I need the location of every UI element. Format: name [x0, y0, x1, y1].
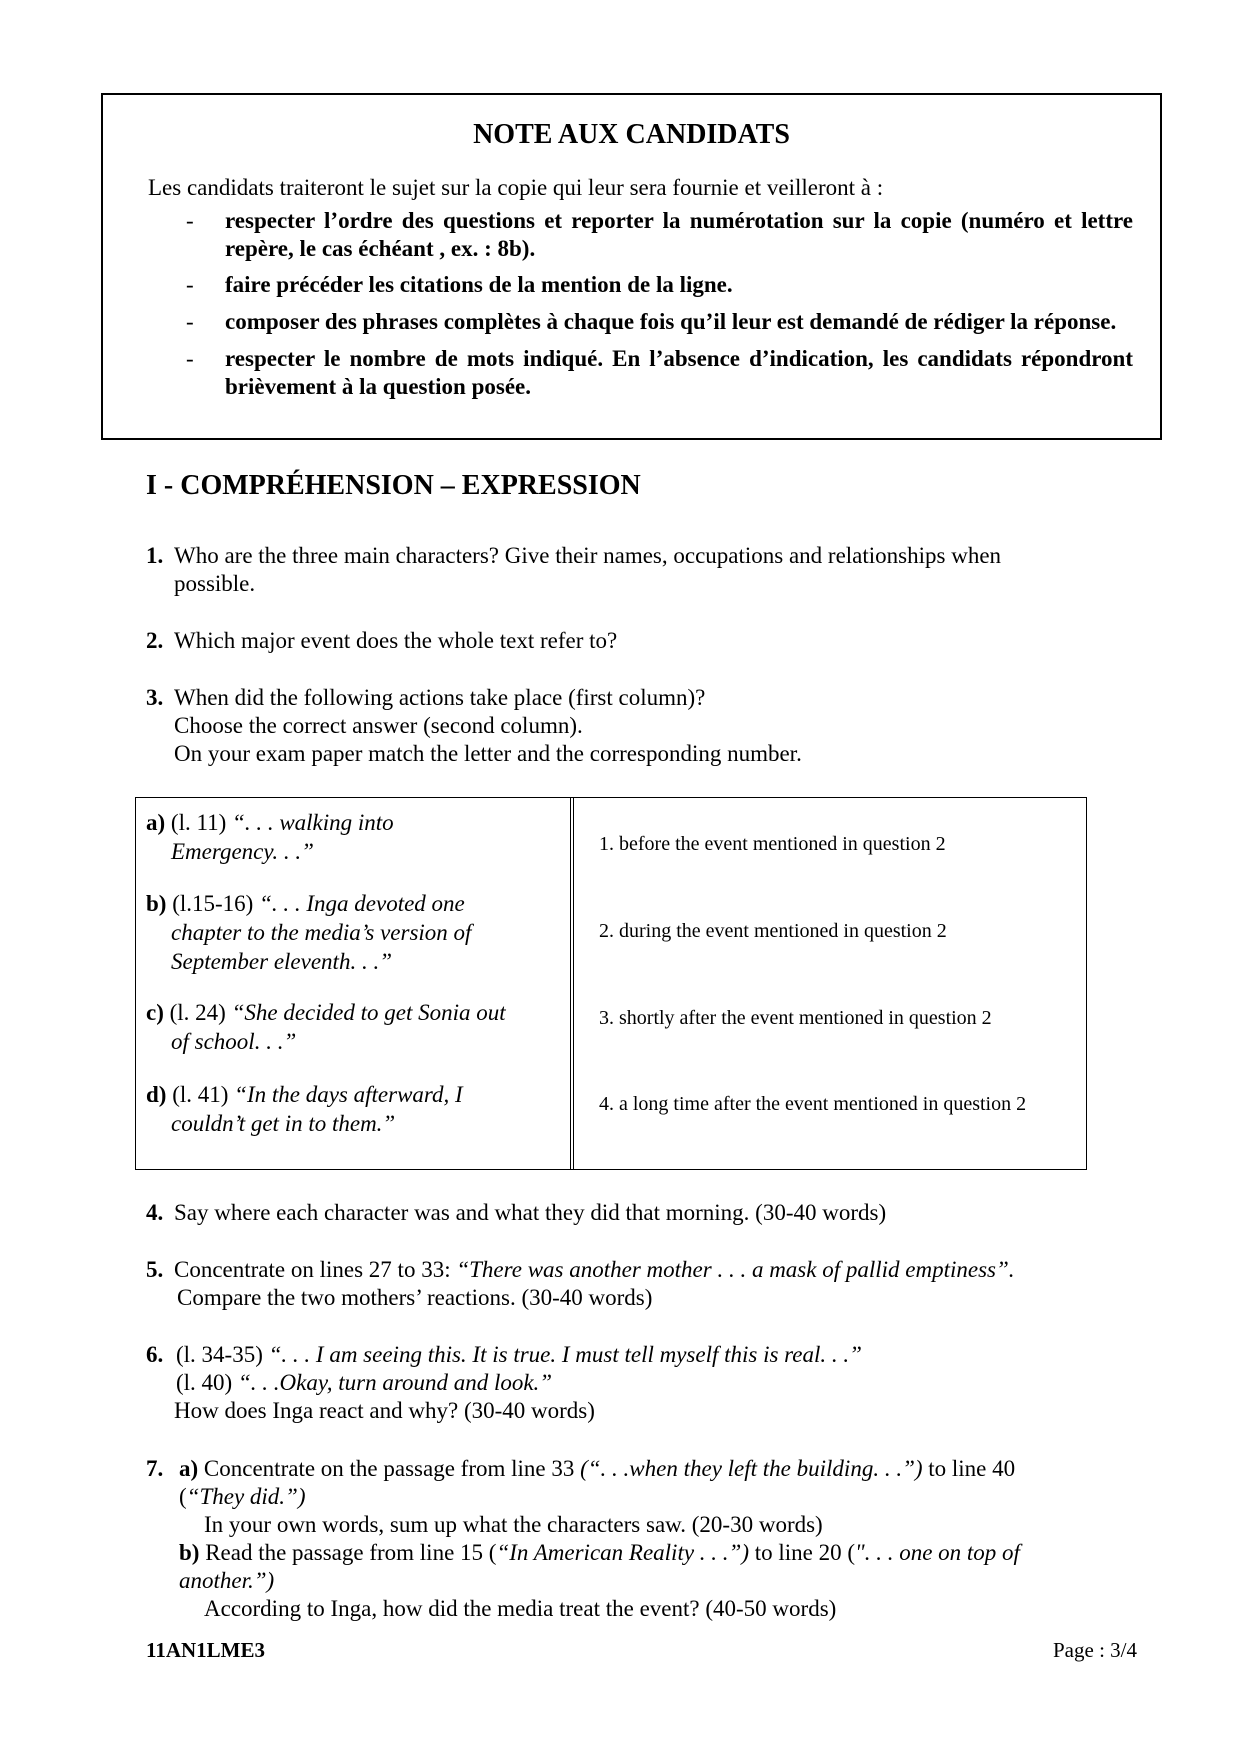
question-7: 7. a) Concentrate on the passage from line 33 (“. . .when they left the building. . .”) to line 40 (“They did.”) In your own words, sum up what the characters saw. (20-30 words) b) Read the passage from line 15 (“In American Reality . . .”) to line 20 (". . . one on top of another.”) According to Inga, how did the media treat the event? (40-50 words): [146, 1456, 1020, 1621]
note-item: - respecter l’ordre des questions et reporter la numérotation sur la copie (numéro et lettre repère, le cas échéant , ex. : 8b).: [186, 208, 1133, 261]
question-number: 1.: [146, 543, 164, 568]
question-text: Which major event does the whole text refer to?: [174, 628, 618, 653]
table-divider: [570, 798, 574, 1169]
question-1: [146, 542, 1001, 598]
question-number: 5.: [146, 1257, 164, 1282]
document-code: 11AN1LME3: [146, 1638, 266, 1662]
note-item: - respecter le nombre de mots indiqué. En l’absence d’indication, les candidats répondront brièvement à la question posée.: [186, 346, 1133, 399]
question-text: On your exam paper match the letter and the corresponding number.: [174, 741, 802, 766]
question-3: [146, 684, 802, 768]
quote: “There was another mother . . . a mask of pallid emptiness”.: [456, 1257, 1015, 1282]
question-text: possible.: [174, 571, 256, 596]
table-left-item: c) (l. 24) “She decided to get Sonia out of school. . .”: [146, 1000, 506, 1054]
question-number: 6.: [146, 1342, 164, 1367]
table-left-item: b) (l.15-16) “. . . Inga devoted one chapter to the media’s version of September eleventh. . .”: [146, 891, 472, 974]
question-6: [146, 1341, 862, 1425]
question-text: How does Inga react and why? (30-40 words): [174, 1398, 595, 1423]
sub-question-label: b): [179, 1540, 200, 1565]
quote: “. . .Okay, turn around and look.”: [237, 1370, 553, 1395]
line-ref: (l. 34-35): [176, 1342, 269, 1367]
question-4: [146, 1199, 886, 1227]
note-intro: Les candidats traiteront le sujet sur la copie qui leur sera fournie et veilleront à :: [148, 175, 884, 200]
matching-table: [135, 797, 1087, 1170]
table-left-item: d) (l. 41) “In the days afterward, I couldn’t get in to them.”: [146, 1082, 463, 1136]
question-text: Concentrate on lines 27 to 33:: [174, 1257, 457, 1282]
sub-question-label: a): [179, 1456, 199, 1481]
question-5: [146, 1256, 1015, 1312]
table-right-item: 2. during the event mentioned in question 2: [599, 920, 947, 942]
note-box: [101, 93, 1162, 440]
line-ref: (l. 40): [176, 1370, 238, 1395]
question-text: In your own words, sum up what the characters saw. (20-30 words): [204, 1512, 823, 1537]
table-right-item: 3. shortly after the event mentioned in question 2: [599, 1007, 992, 1029]
table-right-item: 1. before the event mentioned in question 2: [599, 833, 946, 855]
question-text: Compare the two mothers’ reactions. (30-40 words): [177, 1285, 653, 1310]
question-number: 3.: [146, 685, 164, 710]
quote: “. . . I am seeing this. It is true. I must tell myself this is real. . .”: [268, 1342, 862, 1367]
question-number: 4.: [146, 1200, 164, 1225]
table-right-item: 4. a long time after the event mentioned in question 2: [599, 1093, 1027, 1115]
note-list: [148, 207, 1133, 409]
question-text: Say where each character was and what they did that morning. (30-40 words): [174, 1200, 887, 1225]
question-number: 7.: [146, 1456, 164, 1481]
question-text: Who are the three main characters? Give their names, occupations and relationships when: [174, 543, 1002, 568]
question-text: Choose the correct answer (second column).: [174, 713, 583, 738]
question-text: When did the following actions take place (first column)?: [174, 685, 706, 710]
page-number: Page : 3/4: [1053, 1638, 1137, 1662]
note-title: NOTE AUX CANDIDATS: [473, 119, 790, 150]
question-text: According to Inga, how did the media treat the event? (40-50 words): [204, 1596, 837, 1621]
note-item: - faire précéder les citations de la mention de la ligne.: [186, 272, 733, 297]
question-2: [146, 627, 617, 655]
question-number: 2.: [146, 628, 164, 653]
note-item: - composer des phrases complètes à chaque fois qu’il leur est demandé de rédiger la réponse.: [186, 309, 1117, 334]
table-left-item: a) (l. 11) “. . . walking into Emergency. . .”: [146, 810, 394, 864]
section-title: I - COMPRÉHENSION – EXPRESSION: [146, 470, 641, 501]
